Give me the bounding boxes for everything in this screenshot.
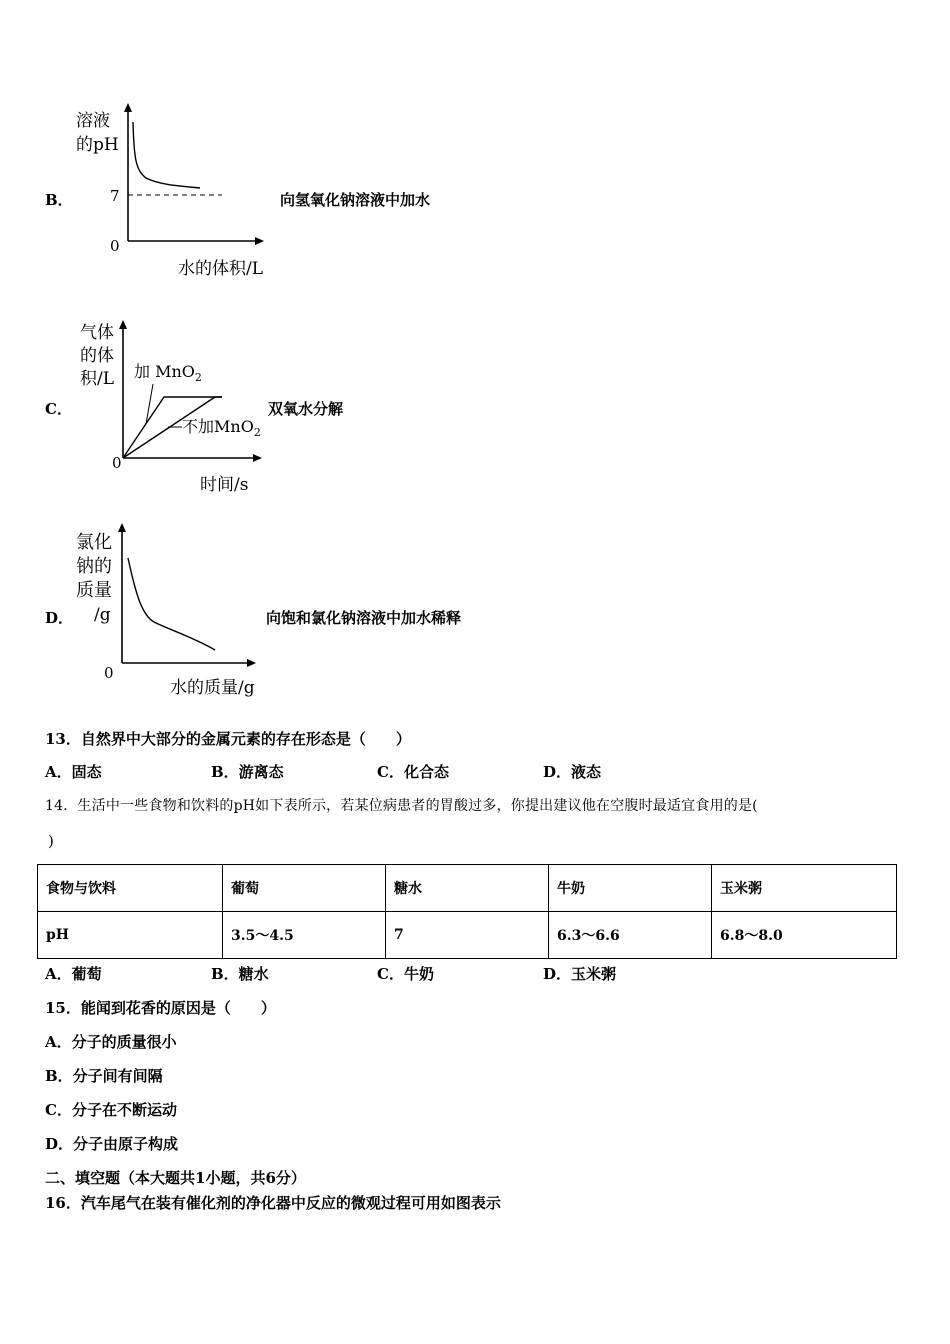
section-heading: 二、填空题（本大题共1小题，共6分） <box>45 1169 306 1187</box>
q13-option-d: D．液态 <box>543 763 602 781</box>
q14-stem: 14．生活中一些食物和饮料的pH如下表所示，若某位病患者的胃酸过多，你提出建议他在空腹时最适宜食用的是( <box>45 798 758 814</box>
table-cell: 6.8～8.0 <box>712 912 897 959</box>
q14-option-a: A．葡萄 <box>45 965 102 983</box>
table-cell: 葡萄 <box>223 865 386 912</box>
graph-d-origin: 0 <box>104 664 114 682</box>
graph-d-x-arrow <box>247 659 256 667</box>
graph-b-tick-7: 7 <box>110 187 120 205</box>
graph-c-curve2-label: 不加MnO$_2$ <box>182 417 261 439</box>
graph-b-xlabel: 水的体积/L <box>178 259 264 279</box>
q13-option-b: B．游离态 <box>211 763 284 781</box>
graph-c-x-arrow <box>253 454 262 462</box>
q13-option-c: C．化合态 <box>377 763 449 781</box>
table-cell: 牛奶 <box>549 865 712 912</box>
table-cell: 3.5～4.5 <box>223 912 386 959</box>
graph-c-ylabel-2: 的体 <box>80 346 114 366</box>
graph-c-y-arrow <box>119 320 127 329</box>
graph-b <box>70 100 290 280</box>
q14-stem-end: ) <box>48 832 54 850</box>
table-row <box>38 912 897 959</box>
q13-option-a: A．固态 <box>45 763 102 781</box>
graph-c <box>70 315 290 500</box>
q15-option-c: C．分子在不断运动 <box>45 1101 177 1119</box>
option-d-letter: D． <box>45 609 74 627</box>
option-c-letter: C． <box>45 400 72 418</box>
graph-d-ylabel-2: 钠的 <box>76 556 112 577</box>
graph-c-curve1-label: 加 MnO$_2$ <box>134 362 202 384</box>
ph-table <box>37 864 897 959</box>
table-cell: 7 <box>386 912 549 959</box>
graph-d-ylabel-4: /g <box>94 605 111 625</box>
q13-stem: 13．自然界中大部分的金属元素的存在形态是（ ） <box>45 730 411 748</box>
graph-c-caption: 双氧水分解 <box>268 400 344 418</box>
q15-option-a: A．分子的质量很小 <box>45 1033 177 1051</box>
table-cell: 糖水 <box>386 865 549 912</box>
graph-b-y-arrow <box>124 103 132 112</box>
graph-d <box>70 520 290 705</box>
option-b-letter: B． <box>45 191 73 209</box>
table-header-row <box>38 865 897 912</box>
graph-c-ylabel-1: 气体 <box>80 323 114 343</box>
q14-option-d: D．玉米粥 <box>543 965 617 983</box>
q16-stem: 16．汽车尾气在装有催化剂的净化器中反应的微观过程可用如图表示 <box>45 1194 501 1212</box>
table-cell: pH <box>38 912 223 959</box>
table-cell: 6.3～6.6 <box>549 912 712 959</box>
graph-b-origin: 0 <box>110 237 120 255</box>
graph-b-ylabel-1: 溶液 <box>76 111 110 131</box>
graph-b-curve <box>133 122 200 188</box>
graph-d-ylabel-1: 氯化 <box>76 532 112 553</box>
graph-c-ylabel-3: 积/L <box>80 369 115 389</box>
graph-b-caption: 向氢氧化钠溶液中加水 <box>280 191 431 209</box>
table-cell: 食物与饮料 <box>38 865 223 912</box>
graph-d-xlabel: 水的质量/g <box>170 678 255 698</box>
graph-d-curve <box>128 558 215 650</box>
graph-c-xlabel: 时间/s <box>200 475 249 495</box>
q14-option-c: C．牛奶 <box>377 965 434 983</box>
graph-d-y-arrow <box>118 523 126 532</box>
q15-option-d: D．分子由原子构成 <box>45 1135 179 1153</box>
graph-d-caption: 向饱和氯化钠溶液中加水稀释 <box>266 609 462 627</box>
graph-d-ylabel-3: 质量 <box>76 580 112 601</box>
graph-b-x-arrow <box>255 237 264 245</box>
q15-option-b: B．分子间有间隔 <box>45 1067 163 1085</box>
q14-option-b: B．糖水 <box>211 965 269 983</box>
q15-stem: 15．能闻到花香的原因是（ ） <box>45 999 276 1017</box>
graph-c-origin: 0 <box>112 454 122 472</box>
table-cell: 玉米粥 <box>712 865 897 912</box>
graph-b-ylabel-2: 的pH <box>76 135 119 155</box>
